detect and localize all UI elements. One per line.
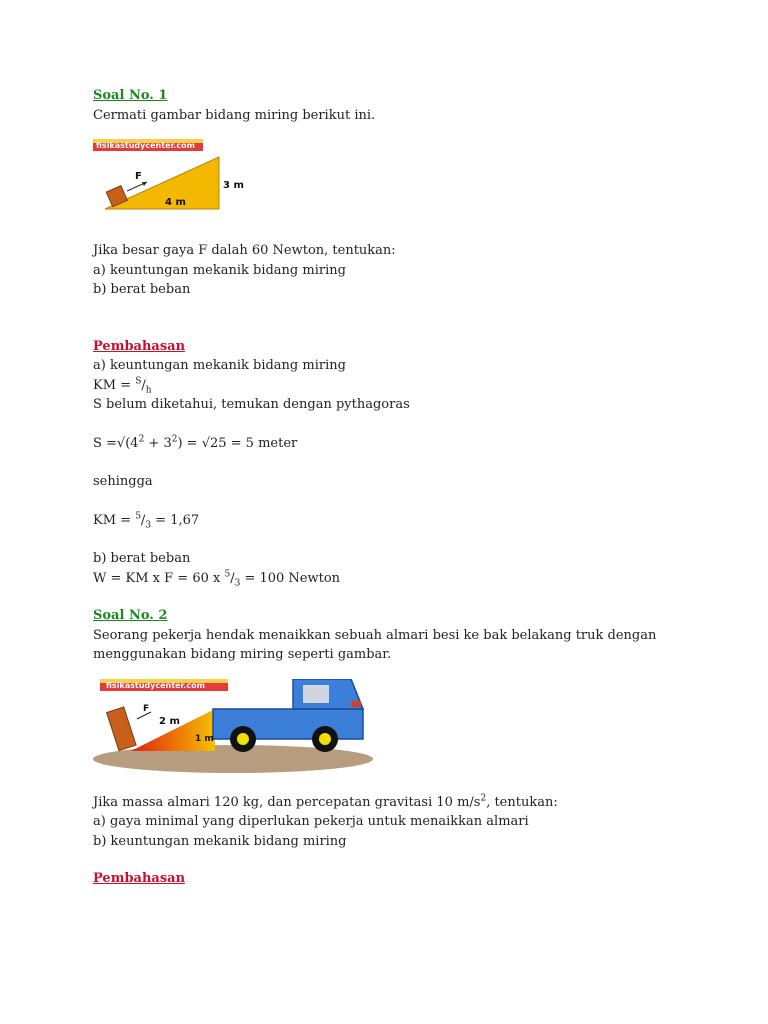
problem1-title: Soal No. 1 — [93, 88, 168, 103]
truck-light — [351, 701, 361, 707]
weight-result: W = KM x F = 60 x $^5/_3 = 100$ Newton — [93, 569, 341, 589]
truck-incline-diagram — [93, 679, 373, 779]
solution1-a-label: a) keuntungan mekanik bidang miring — [93, 358, 346, 373]
base-label: 4 m — [165, 197, 186, 208]
problem1-part-a: a) keuntungan mekanik bidang miring — [93, 262, 346, 278]
document-page — [93, 86, 713, 889]
km-fraction: $^S/_h$ — [135, 376, 152, 396]
height-label-2: 1 m — [195, 733, 214, 744]
problem2-intro-line2: menggunakan bidang miring seperti gambar. — [93, 647, 392, 662]
km-formula: KM = $^S/_h$ — [93, 376, 152, 396]
watermark-text-2: fisikastudycenter.com — [106, 680, 205, 690]
solution1-b-label: b) berat beban — [93, 551, 191, 566]
incline-diagram — [93, 139, 263, 229]
solution1-title: Pembahasan — [93, 338, 186, 354]
force-label: F — [135, 171, 142, 182]
slope-label: 2 m — [159, 715, 180, 727]
s-unknown-text: S belum diketahui, temukan dengan pythagoras — [93, 397, 410, 412]
problem2-title: Soal No. 2 — [93, 608, 168, 623]
therefore-text: sehingga — [93, 474, 153, 489]
problem2-part-b: b) keuntungan mekanik bidang miring — [93, 833, 347, 849]
problem2-question: Jika massa almari 120 kg, dan percepatan gravitasi 10 $m/s^2$, tentukan: — [93, 793, 558, 810]
solution2-title: Pembahasan — [93, 871, 186, 886]
problem2-intro-line1: Seorang pekerja hendak menaikkan sebuah almari besi ke bak belakang truk dengan — [93, 627, 657, 643]
problem1-part-b: b) berat beban — [93, 282, 191, 297]
height-label: 3 m — [223, 180, 244, 191]
force-label-2: F — [143, 703, 150, 714]
problem1-figure — [93, 139, 713, 241]
pythagoras-equation: $S =√(4^2 + 3^2) = √25 = 5$ meter — [93, 434, 298, 451]
km-result: KM = $^5/_3 = 1,67$ — [93, 511, 200, 531]
problem2-part-a: a) gaya minimal yang diperlukan pekerja untuk menaikkan almari — [93, 814, 529, 829]
cabinet-block — [107, 706, 136, 750]
problem1-intro: Cermati gambar bidang miring berikut ini. — [93, 107, 376, 123]
problem1-question: Jika besar gaya F dalah 60 Newton, tentukan: — [93, 243, 396, 258]
problem2-figure — [93, 679, 713, 793]
watermark-text: fisikastudycenter.com — [96, 141, 195, 150]
truck-window — [303, 685, 329, 703]
